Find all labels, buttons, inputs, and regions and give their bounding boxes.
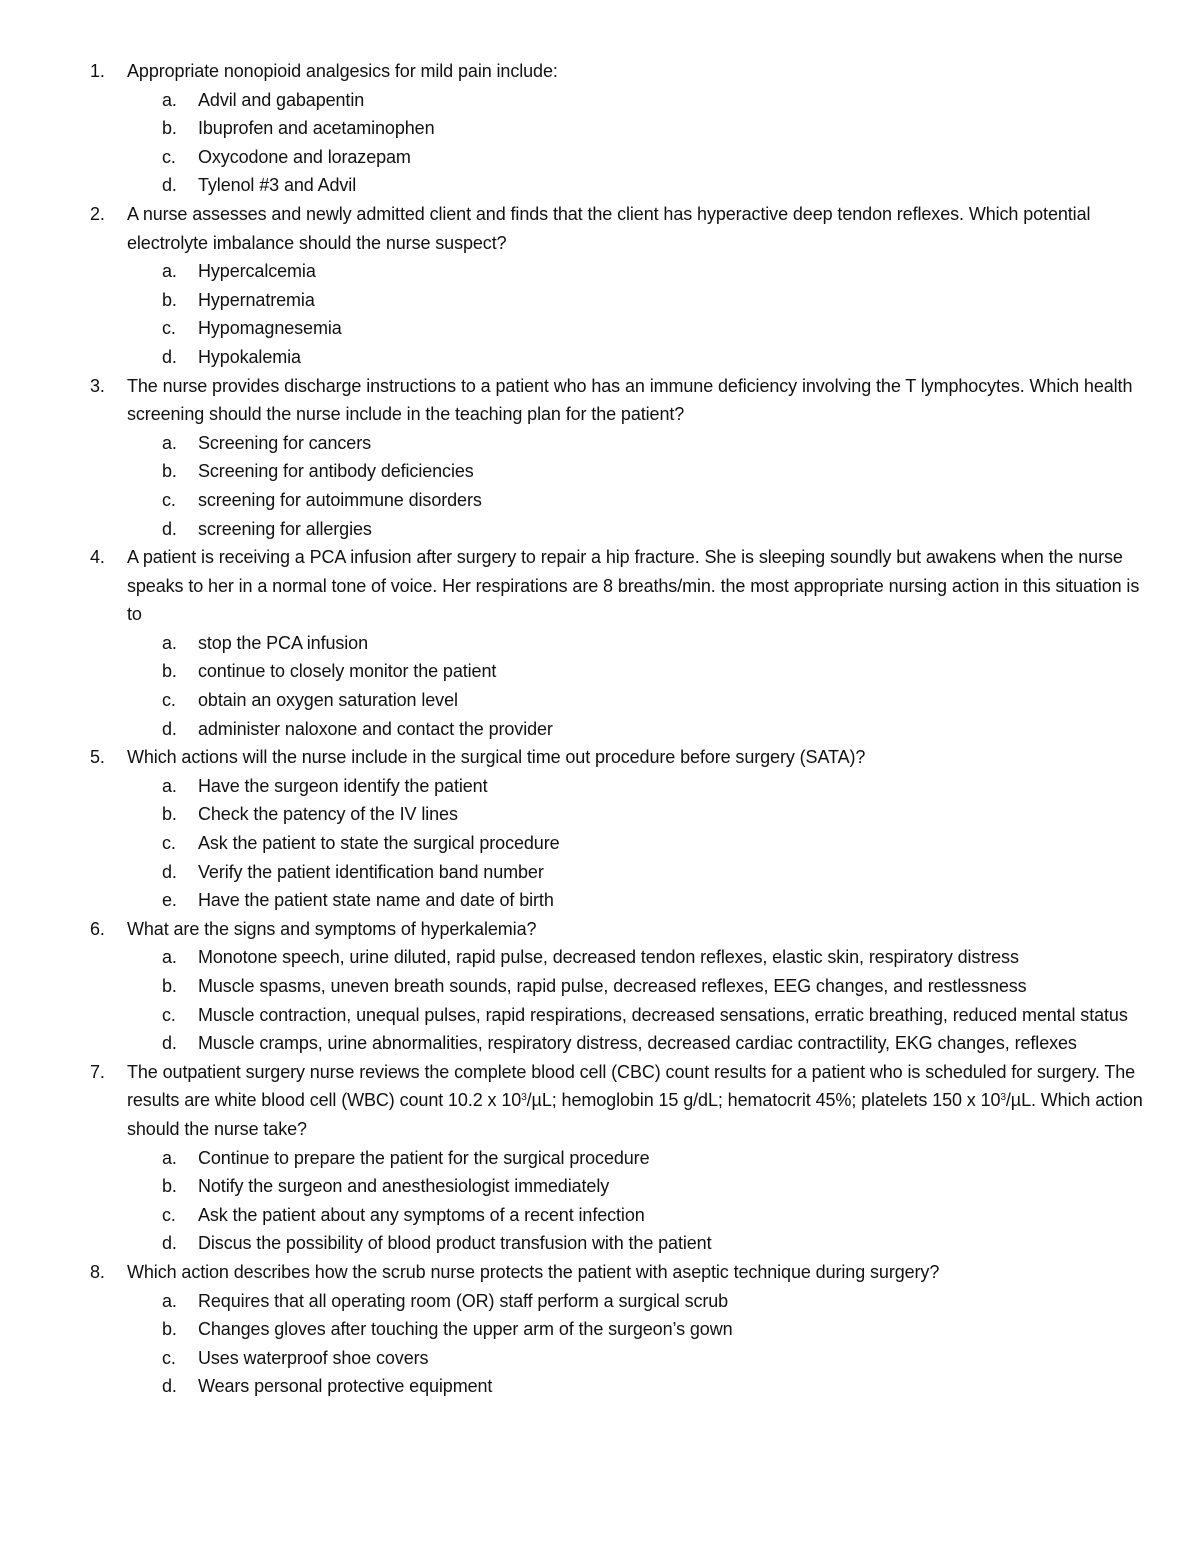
option-item [0,114,1200,143]
option-list [0,257,1200,371]
option-item [0,1287,1200,1316]
option-item [0,1172,1200,1201]
superscript: 3 [521,1092,527,1104]
option-letter: d. [162,1033,177,1054]
option-letter: b. [162,289,177,310]
question-text: A patient is receiving a PCA infusion after surgery to repair a hip fracture. She is sleeping soundly but awakens when the nurse speaks to her in a normal tone of voice. Her respirations are 8 breaths/min. the most appropriate nursing action in this situation is to [127,547,1140,625]
option-letter: e. [162,890,177,911]
question-number: 5. [90,747,105,768]
option-item [0,800,1200,829]
question-5 [0,743,1200,915]
option-list [0,1144,1200,1258]
option-letter: a. [162,261,177,282]
question-number: 4. [90,547,105,568]
option-text: Requires that all operating room (OR) staff perform a surgical scrub [198,1290,729,1311]
option-item [0,629,1200,658]
option-text: Ask the patient about any symptoms of a recent infection [198,1204,645,1225]
option-item [0,314,1200,343]
question-number: 7. [90,1061,105,1082]
option-text: Advil and gabapentin [198,89,365,110]
option-item [0,772,1200,801]
option-letter: b. [162,1319,177,1340]
option-text: Hypokalemia [198,346,301,367]
option-text: Screening for cancers [198,432,371,453]
option-item [0,1229,1200,1258]
option-text: Oxycodone and lorazepam [198,146,411,167]
option-item [0,86,1200,115]
question-number: 8. [90,1261,105,1282]
document-page [0,57,1200,1401]
option-letter: b. [162,1176,177,1197]
option-item [0,886,1200,915]
option-letter: b. [162,118,177,139]
option-item [0,429,1200,458]
question-number: 1. [90,61,105,81]
option-letter: c. [162,318,176,339]
option-letter: b. [162,976,177,996]
option-item [0,829,1200,858]
question-text: What are the signs and symptoms of hyperkalemia? [127,918,537,939]
option-letter: d. [162,1233,177,1254]
option-item [0,171,1200,200]
option-text: Notify the surgeon and anesthesiologist immediately [198,1176,610,1197]
option-item [0,1029,1200,1058]
option-item [0,972,1200,1001]
option-letter: d. [162,718,177,739]
option-letter: c. [162,1004,176,1025]
option-text: screening for autoimmune disorders [198,489,482,510]
option-item [0,858,1200,887]
question-8 [0,1258,1200,1401]
option-list [0,1287,1200,1401]
question-7 [0,1058,1200,1258]
option-text: stop the PCA infusion [198,632,369,653]
option-list [0,86,1200,200]
option-item [0,1315,1200,1344]
option-text: Muscle contraction, unequal pulses, rapid respirations, decreased sensations, erratic breathing, reduced mental status [198,1004,1128,1025]
question-1 [0,57,1200,200]
option-letter: c. [162,1347,176,1368]
option-item [0,515,1200,544]
option-text: Verify the patient identification band number [198,861,544,882]
option-letter: d. [162,518,177,539]
question-number: 6. [90,918,105,939]
option-letter: d. [162,1376,177,1397]
option-item [0,943,1200,972]
option-letter: a. [162,89,177,110]
option-letter: b. [162,804,177,825]
option-letter: c. [162,833,176,854]
option-item [0,715,1200,744]
option-list [0,772,1200,915]
option-letter: b. [162,461,177,482]
question-number: 3. [90,375,105,396]
option-list [0,943,1200,1057]
option-item [0,657,1200,686]
option-text: Changes gloves after touching the upper arm of the surgeon’s gown [198,1319,733,1340]
question-text: The nurse provides discharge instructions to a patient who has an immune deficiency involving the T lymphocytes. Which health screening should the nurse include in the teaching plan for the patient? [127,375,1133,425]
question-2 [0,200,1200,372]
option-letter: a. [162,632,177,653]
option-letter: d. [162,861,177,882]
option-letter: c. [162,146,176,167]
option-text: obtain an oxygen saturation level [198,690,458,711]
option-text: Have the surgeon identify the patient [198,775,488,796]
question-3 [0,372,1200,544]
question-text: The outpatient surgery nurse reviews the complete blood cell (CBC) count results for a patient who is scheduled for surgery. The results are white blood cell (WBC) count 10.2 x $10^3/\mu L$; hemoglobin 15 g/dL; hematocrit 45%; platelets 150 x $10^3/\mu L$. Which action should the nurse take? [127,1061,1143,1139]
option-item [0,457,1200,486]
option-letter: a. [162,1147,177,1168]
option-item [0,1344,1200,1373]
option-text: Hypomagnesemia [198,318,342,339]
question-6 [0,915,1200,1058]
option-text: Hypercalcemia [198,261,316,282]
question-number: 2. [90,203,105,224]
question-text: Appropriate nonopioid analgesics for mild pain include: [127,61,558,81]
option-list [0,429,1200,543]
question-text: Which action describes how the scrub nurse protects the patient with aseptic technique during surgery? [127,1261,940,1282]
option-item [0,343,1200,372]
option-letter: a. [162,1290,177,1311]
option-item [0,286,1200,315]
option-item [0,1001,1200,1030]
option-text: Check the patency of the IV lines [198,804,458,825]
option-text: Monotone speech, urine diluted, rapid pulse, decreased tendon reflexes, elastic skin, respiratory distress [198,947,1019,968]
option-text: Have the patient state name and date of birth [198,890,554,911]
option-item [0,1372,1200,1401]
option-text: administer naloxone and contact the provider [198,718,553,739]
option-text: Wears personal protective equipment [198,1376,493,1397]
option-item [0,257,1200,286]
option-text: Hypernatremia [198,289,315,310]
option-letter: a. [162,947,177,968]
option-text: Muscle spasms, uneven breath sounds, rapid pulse, decreased reflexes, EEG changes, and restlessness [198,976,1027,996]
option-text: Ibuprofen and acetaminophen [198,118,435,139]
option-text: Continue to prepare the patient for the surgical procedure [198,1147,650,1168]
question-text: A nurse assesses and newly admitted client and finds that the client has hyperactive deep tendon reflexes. Which potential electrolyte imbalance should the nurse suspect? [127,203,1091,253]
option-text: Screening for antibody deficiencies [198,461,474,482]
option-text: Uses waterproof shoe covers [198,1347,429,1368]
option-item [0,1201,1200,1230]
option-text: Muscle cramps, urine abnormalities, respiratory distress, decreased cardiac contractility, EKG changes, reflexes [198,1033,1077,1054]
option-letter: c. [162,1204,176,1225]
option-letter: a. [162,775,177,796]
option-text: Discus the possibility of blood product transfusion with the patient [198,1233,712,1254]
option-list [0,629,1200,743]
option-item [0,486,1200,515]
option-item [0,143,1200,172]
option-text: continue to closely monitor the patient [198,661,497,682]
option-item [0,1144,1200,1173]
option-letter: a. [162,432,177,453]
option-text: screening for allergies [198,518,372,539]
option-letter: d. [162,346,177,367]
option-text: Tylenol #3 and Advil [198,175,357,196]
question-4 [0,543,1200,743]
option-letter: c. [162,690,176,711]
option-letter: d. [162,175,177,196]
superscript: 3 [1000,1092,1006,1104]
option-letter: b. [162,661,177,682]
option-text: Ask the patient to state the surgical procedure [198,833,560,854]
option-item [0,686,1200,715]
question-text: Which actions will the nurse include in the surgical time out procedure before surgery (SATA)? [127,747,866,768]
option-letter: c. [162,489,176,510]
